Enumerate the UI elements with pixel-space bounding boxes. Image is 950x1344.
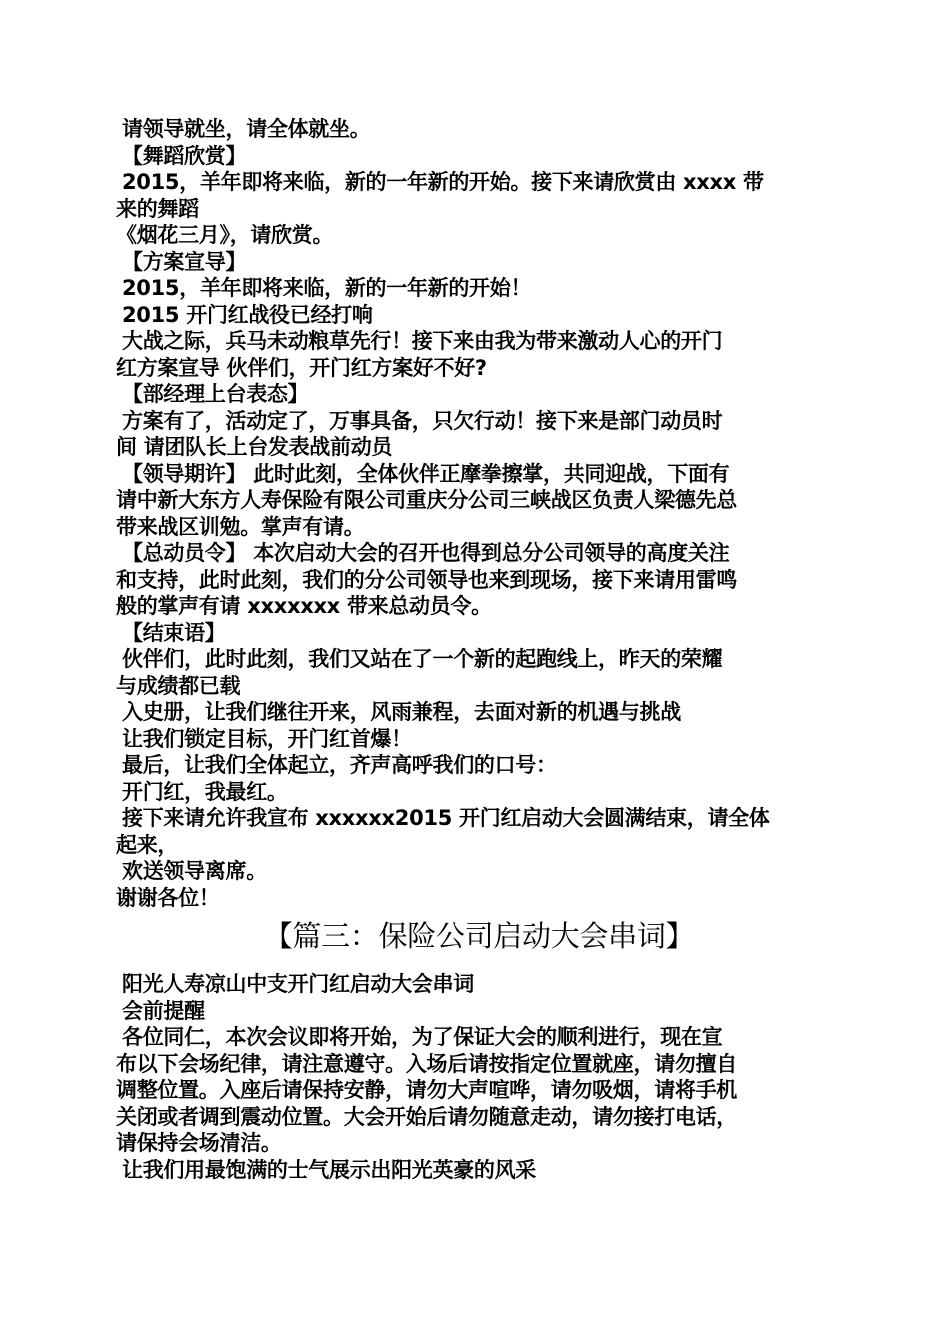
section-label: 【舞蹈欣赏】 [122, 143, 247, 168]
text-line: 和支持，此时此刻，我们的分公司领导也来到现场，接下来请用雷鸣 [116, 567, 737, 592]
text-line: 2015，羊年即将来临，新的一年新的开始！ [122, 276, 532, 300]
text-line: 各位同仁，本次会议即将开始，为了保证大会的顺利进行，现在宣 [122, 1025, 723, 1049]
text-line: 起来， [116, 832, 179, 857]
text-line: 谢谢各位！ [116, 885, 220, 910]
text-line: 入史册，让我们继往开来，风雨兼程，去面对新的机遇与挑战 [122, 700, 681, 724]
section-label: 【方案宣导】 [122, 249, 247, 274]
text-line: 让我们用最饱满的士气展示出阳光英豪的风采 [122, 1157, 536, 1182]
text-line: 2015 开门红战役已经打响 [122, 302, 373, 327]
text-line: 会前提醒 [122, 998, 205, 1023]
text-line: 般的掌声有请 xxxxxxx 带来总动员令。 [116, 594, 492, 618]
text-line: 阳光人寿凉山中支开门红启动大会串词 [122, 972, 474, 996]
text-line: 红方案宣导 伙伴们，开门红方案好不好? [116, 355, 487, 380]
text-line: 布以下会场纪律，请注意遵守。入场后请按指定位置就座，请勿擅自 [116, 1051, 737, 1076]
text-line: 关闭或者调到震动位置。大会开始后请勿随意走动，请勿接打电话， [116, 1104, 737, 1129]
text-line: 欢送领导离席。 [122, 859, 267, 883]
body-text-bottom [116, 971, 842, 1183]
text-line: 最后，让我们全体起立，齐声高呼我们的口号： [122, 753, 557, 777]
text-line: 带来战区训勉。掌声有请。 [116, 514, 365, 539]
text-line: 《烟花三月》，请欣赏。 [116, 223, 334, 247]
text-line: 请领导就坐，请全体就坐。 [122, 117, 371, 141]
text-line: 大战之际，兵马未动粮草先行！接下来由我为带来激动人心的开门 [122, 329, 723, 353]
body-text-top [116, 116, 842, 911]
text-line: 方案有了，活动定了，万事具备，只欠行动！接下来是部门动员时 [122, 408, 723, 433]
text-line: 伙伴们，此时此刻，我们又站在了一个新的起跑线上，昨天的荣耀 [122, 647, 723, 671]
text-line: 来的舞蹈 [116, 196, 199, 221]
text-line: 开门红，我最红。 [122, 779, 288, 804]
text-line: 【领导期许】 此时此刻，全体伙伴正摩拳擦掌，共同迎战，下面有 [122, 461, 730, 486]
text-line: 请中新大东方人寿保险有限公司重庆分公司三峡战区负责人梁德先总 [116, 488, 737, 512]
text-line: 间 请团队长上台发表战前动员 [116, 435, 393, 459]
section-label: 【部经理上台表态】 [122, 382, 309, 406]
text-line: 与成绩都已载 [116, 673, 241, 698]
text-line: 请保持会场清洁。 [116, 1131, 282, 1155]
text-line: 调整位置。入座后请保持安静，请勿大声喧哗，请勿吸烟，请将手机 [116, 1078, 737, 1102]
text-line: 2015，羊年即将来临，新的一年新的开始。接下来请欣赏由 xxxx 带 [122, 170, 764, 194]
section-heading: 【篇三：保险公司启动大会串词】 [263, 919, 695, 953]
text-line: 让我们锁定目标，开门红首爆！ [122, 726, 412, 751]
document-page [116, 116, 842, 1183]
text-line: 【总动员令】 本次启动大会的召开也得到总分公司领导的高度关注 [122, 541, 730, 565]
section-label: 【结束语】 [122, 620, 226, 645]
text-line: 接下来请允许我宣布 xxxxxx2015 开门红启动大会圆满结束，请全体 [122, 806, 770, 830]
